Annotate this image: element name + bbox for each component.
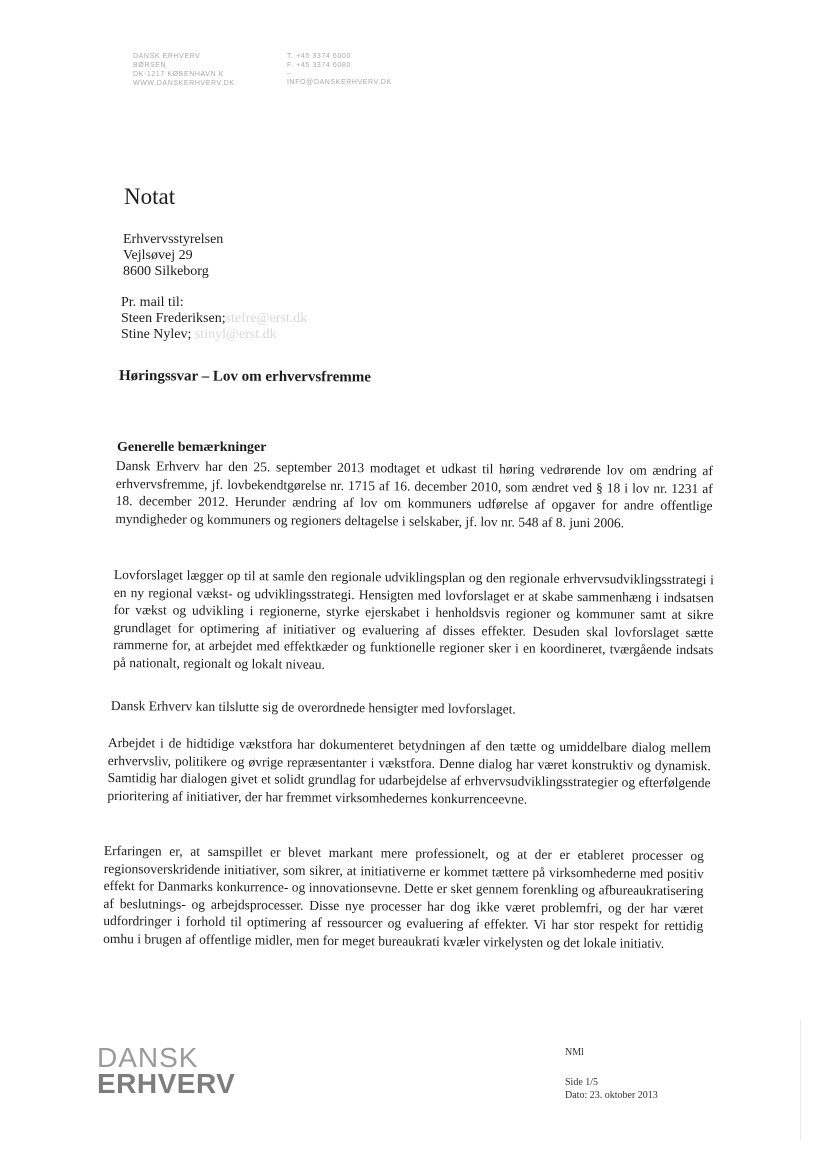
recipient-line: Vejlsøvej 29 — [123, 248, 193, 263]
contact-email: stefre@erst.dk — [225, 311, 308, 326]
contact-separator: – — [287, 70, 292, 77]
company-website: WWW.DANSKERHVERV.DK — [133, 80, 235, 87]
company-contact-block — [287, 52, 392, 87]
company-address-block — [133, 52, 235, 88]
company-phone: T. +45 3374 6000 — [287, 53, 351, 60]
document-subject: Høringssvar – Lov om erhvervsfremme — [118, 368, 371, 386]
recipient-address — [123, 232, 223, 280]
contact-email: stinyl@erst.dk — [194, 327, 277, 342]
company-name: DANSK ERHVERV — [133, 53, 201, 60]
company-building: BØRSEN — [133, 62, 167, 69]
mail-to-block — [121, 295, 307, 343]
body-paragraph: Dansk Erhverv har den 25. september 2013 modtaget et udkast til høring vedrørende lov om ændring af erhvervsfremme, jf. lovbekendtgørelse nr. 1715 af 16. december 2010, som ændret ved § 18 i lov nr. 1231 af 18. december 2012. Herunder ændring af lov om kommuners udførelse af opgaver for andre offentlige myndigheder og kommuners og regioners deltagelse i selskaber, jf. lov nr. 548 af 8. juni 2006. — [115, 457, 713, 531]
document-date: Dato: 23. oktober 2013 — [565, 1090, 658, 1101]
footer-meta — [565, 1046, 658, 1102]
contact-row — [121, 327, 307, 343]
page-number: Side 1/5 — [565, 1077, 599, 1088]
section-heading: Generelle bemærkninger — [117, 440, 267, 455]
body-paragraph: Arbejdet i de hidtidige vækstfora har dokumenteret betydningen af den tætte og umiddelbare dialog mellem erhvervsliv, politikere og øvrige repræsentanter i vækstfora. Denne dialog har været konstruktiv og dynamisk. Samtidig har dialogen givet et solidt grundlag for udarbejdelse af erhvervsudviklingsstrategier og efterfølgende prioritering af initiativer, der har fremmet virksomhedernes konkurrenceevne. — [107, 734, 711, 807]
recipient-line: Erhvervsstyrelsen — [123, 232, 224, 247]
logo-line-erhverv: ERHVERV — [97, 1068, 236, 1099]
logo-line-dansk: DANSK — [97, 1042, 199, 1073]
company-email: INFO@DANSKERHVERV.DK — [287, 79, 392, 86]
contact-row — [121, 311, 307, 327]
mail-label: Pr. mail til: — [121, 295, 184, 310]
body-paragraph: Erfaringen er, at samspillet er blevet markant mere professionelt, og at der er etableret processer og regionsoverskridende initiativer, som sikrer, at initiativerne er kommet tættere på virksomhederne med positiv effekt for Danmarks konkurrence- og innovationsevne. Dette er sket gennem forenkling og afbureaukratisering af beslutnings- og arbejdsprocesser. Disse nye processer har dog ikke været problemfri, og der har været udfordringer i forhold til optimering af ressourcer og evaluering af effekter. Vi har stor respekt for rettidig omhu i brugen af offentlige midler, men for meget bureaukrati kvæler virkelysten og det lokale initiativ. — [103, 842, 704, 951]
body-paragraph: Lovforslaget lægger op til at samle den regionale udviklingsplan og den regionale erhvervsudviklingsstrategi i en ny regional vækst- og udviklingsstrategi. Hensigten med lovforslaget er at skabe sammenhæng i indsatsen for vækst og udvikling i regionerne, styrke ejerskabet i henholdsvis regioner og kommuner samt at sikre grundlaget for optimering af initiativer og evaluering af disses effekter. Desuden skal lovforslaget sætte rammerne for, at arbejdet med effektkæder og funktionelle regioner sker i en koordineret, tværgående indsats på nationalt, regionalt og lokalt niveau. — [113, 566, 714, 672]
contact-name: Stine Nylev; — [121, 327, 192, 342]
document-title: Notat — [124, 184, 176, 209]
contact-name: Steen Frederiksen; — [121, 311, 226, 326]
recipient-line: 8600 Silkeborg — [123, 264, 209, 279]
scan-edge-divider — [800, 1020, 801, 1140]
body-paragraph: Dansk Erhverv kan tilslutte sig de overordnede hensigter med lovforslaget. — [110, 697, 516, 717]
author-initials: NMl — [565, 1047, 584, 1058]
company-logo — [97, 1042, 236, 1099]
company-postal: DK-1217 KØBENHAVN K — [133, 71, 225, 78]
company-fax: F. +45 3374 6080 — [287, 62, 351, 69]
